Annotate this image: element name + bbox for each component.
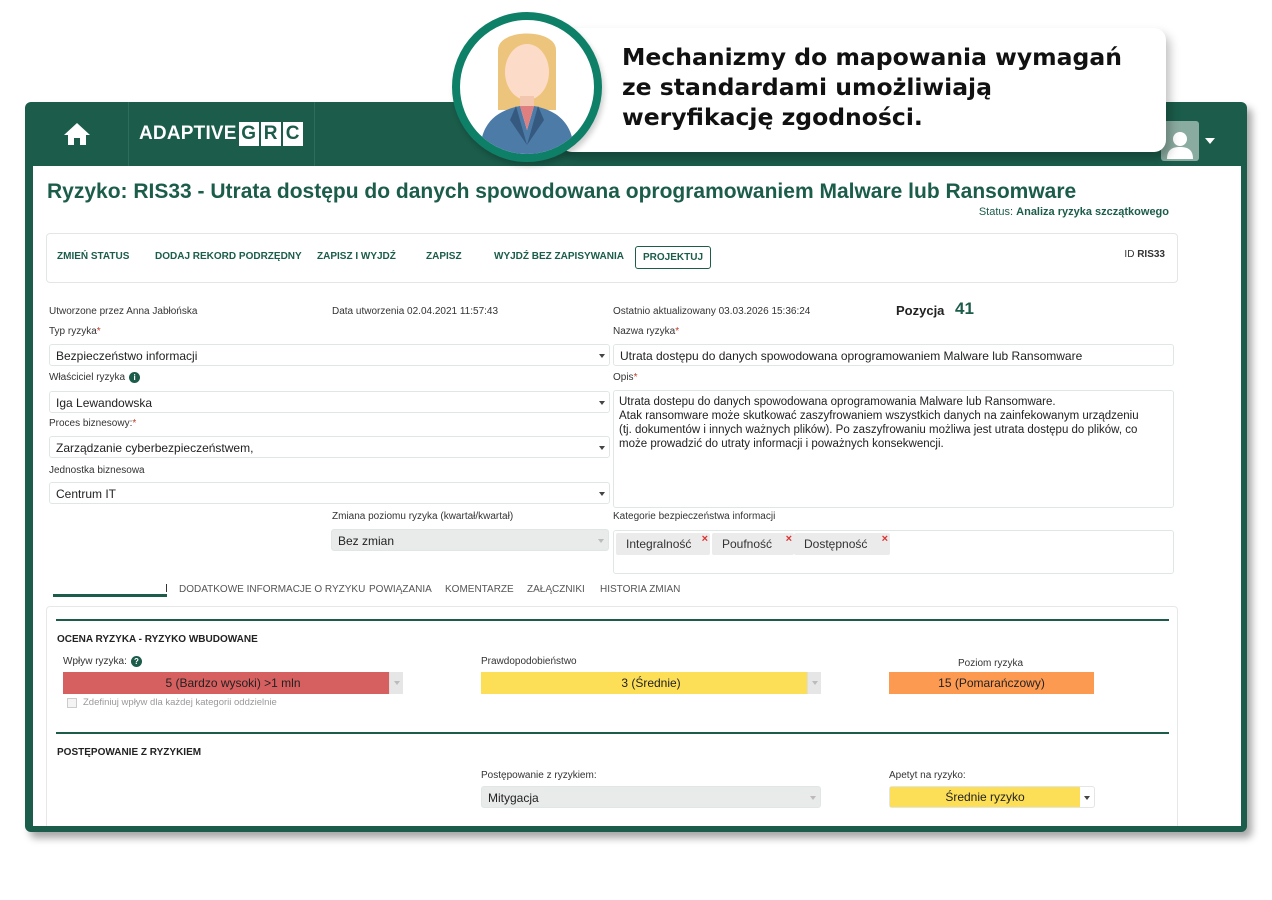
process-select[interactable] xyxy=(49,436,610,458)
description-label xyxy=(613,372,637,383)
record-id-label: ID xyxy=(1124,249,1135,260)
status-value: Analiza ryzyka szczątkowego xyxy=(1016,206,1169,218)
per-category-checkbox[interactable] xyxy=(67,698,77,708)
process-label-text: Proces biznesowy: xyxy=(49,418,133,429)
unit-label: Jednostka biznesowa xyxy=(49,465,145,476)
created-by: Utworzone przez Anna Jabłońska xyxy=(49,306,198,317)
impact-select[interactable] xyxy=(63,672,403,694)
tab-history[interactable]: HISTORIA ZMIAN xyxy=(600,584,681,595)
owner-label-text: Właściciel ryzyka xyxy=(49,372,126,383)
updated-date: Ostatnio aktualizowany 03.03.2026 15:36:24 xyxy=(613,306,811,317)
risk-type-select[interactable] xyxy=(49,344,610,366)
adaptive-grc-logo[interactable] xyxy=(129,102,315,166)
record-id xyxy=(1124,249,1165,260)
chevron-down-icon xyxy=(599,354,605,358)
impact-label xyxy=(63,656,142,667)
save-and-exit-button[interactable]: ZAPISZ I WYJDŹ xyxy=(317,251,396,262)
appetite-select[interactable] xyxy=(889,786,1095,808)
chevron-down-icon xyxy=(389,672,403,694)
appetite-value: Średnie ryzyko xyxy=(945,790,1025,804)
chevron-down-icon xyxy=(599,446,605,450)
name-label-text: Nazwa ryzyka xyxy=(613,326,676,337)
change-select[interactable] xyxy=(331,529,609,551)
add-child-record-button[interactable]: DODAJ REKORD PODRZĘDNY xyxy=(155,251,302,262)
assessment-title: OCENA RYZYKA - RYZYKO WBUDOWANE xyxy=(57,634,258,645)
impact-value: 5 (Bardzo wysoki) >1 mln xyxy=(165,676,301,690)
change-value: Bez zmian xyxy=(338,534,395,548)
chevron-down-icon xyxy=(599,401,605,405)
active-tab-indicator[interactable] xyxy=(53,594,167,597)
active-tab-marker xyxy=(166,584,167,592)
tag-poufnosc xyxy=(712,533,794,555)
risk-level-value-box xyxy=(889,672,1094,694)
required-marker: * xyxy=(132,418,137,429)
chevron-down-icon xyxy=(598,539,604,543)
save-button[interactable]: ZAPISZ xyxy=(426,251,462,262)
categories-tag-input[interactable] xyxy=(613,530,1174,574)
callout-bubble xyxy=(560,28,1166,152)
user-avatar-button[interactable] xyxy=(1161,121,1199,161)
name-label xyxy=(613,326,679,337)
tag-dostepnosc xyxy=(794,533,890,555)
chevron-down-icon xyxy=(810,796,816,800)
woman-avatar-icon xyxy=(452,12,602,162)
position-value: 41 xyxy=(955,299,974,318)
owner-select[interactable] xyxy=(49,391,610,413)
probability-value: 3 (Średnie) xyxy=(621,676,681,690)
remove-tag-icon[interactable]: × xyxy=(785,533,792,545)
chevron-down-icon xyxy=(1084,796,1090,800)
description-label-text: Opis xyxy=(613,372,634,383)
process-label xyxy=(49,418,136,429)
action-toolbar xyxy=(46,233,1178,283)
chevron-down-icon xyxy=(807,672,821,694)
owner-value: Iga Lewandowska xyxy=(56,396,153,410)
record-id-value: RIS33 xyxy=(1137,249,1165,260)
logo-letter-c: C xyxy=(283,122,303,146)
change-label: Zmiana poziomu ryzyka (kwartał/kwartał) xyxy=(332,511,514,522)
section-divider xyxy=(56,732,1169,734)
callout-text: Mechanizmy do mapowania wymagań ze standardami umożliwiają weryfikację zgodności. xyxy=(622,43,1122,131)
unit-value: Centrum IT xyxy=(56,487,117,501)
position-label: Pozycja xyxy=(896,303,945,318)
required-marker: * xyxy=(675,326,680,337)
remove-tag-icon[interactable]: × xyxy=(701,533,708,545)
required-marker: * xyxy=(633,372,638,383)
appetite-value-box xyxy=(890,787,1080,807)
logo-letter-r: R xyxy=(261,122,281,146)
exit-without-saving-button[interactable]: WYJDŹ BEZ ZAPISYWANIA xyxy=(494,251,625,262)
risk-level-label: Poziom ryzyka xyxy=(958,658,1024,669)
treatment-value: Mitygacja xyxy=(488,791,539,805)
tab-links[interactable]: POWIĄZANIA xyxy=(369,584,432,595)
name-input[interactable] xyxy=(613,344,1174,366)
risk-level-value: 15 (Pomarańczowy) xyxy=(938,676,1045,690)
page-title: Ryzyko: RIS33 - Utrata dostępu do danych spowodowana oprogramowaniem Malware lub Ransomware xyxy=(47,180,1077,203)
risk-type-value: Bezpieczeństwo informacji xyxy=(56,349,198,363)
created-date: Data utworzenia 02.04.2021 11:57:43 xyxy=(332,306,499,317)
home-icon xyxy=(63,122,91,146)
logo-letter-g: G xyxy=(239,122,259,146)
risk-form-page xyxy=(33,166,1241,826)
section-divider xyxy=(56,619,1169,621)
chevron-down-icon xyxy=(599,492,605,496)
per-category-checkbox-label: Zdefiniuj wpływ dla każdej kategorii oddzielnie xyxy=(83,697,277,708)
tag-label: Poufność xyxy=(722,537,773,551)
owner-label xyxy=(49,372,140,383)
help-icon[interactable]: ? xyxy=(131,656,142,667)
treatment-title: POSTĘPOWANIE Z RYZYKIEM xyxy=(57,747,202,758)
remove-tag-icon[interactable]: × xyxy=(881,533,888,545)
tab-comments[interactable]: KOMENTARZE xyxy=(445,584,514,595)
woman-avatar-illustration xyxy=(460,20,594,154)
categories-label: Kategorie bezpieczeństwa informacji xyxy=(613,511,776,522)
status-line xyxy=(979,206,1169,218)
required-marker: * xyxy=(96,326,101,337)
tag-integralnosc xyxy=(616,533,710,555)
probability-select[interactable] xyxy=(481,672,821,694)
tag-label: Dostępność xyxy=(804,537,868,551)
status-label: Status: xyxy=(978,206,1014,218)
treatment-label: Postępowanie z ryzykiem: xyxy=(481,770,597,781)
risk-type-label-text: Typ ryzyka xyxy=(49,326,97,337)
name-value: Utrata dostępu do danych spowodowana oprogramowaniem Malware lub Ransomware xyxy=(620,349,1083,363)
logo-text: ADAPTIVE xyxy=(139,123,237,144)
tab-additional-info[interactable]: DODATKOWE INFORMACJE O RYZYKU xyxy=(179,584,366,595)
risk-type-label xyxy=(49,326,101,337)
impact-label-text: Wpływ ryzyka: xyxy=(63,656,127,667)
info-icon[interactable]: i xyxy=(129,372,140,383)
tag-label: Integralność xyxy=(626,537,692,551)
appetite-label: Apetyt na ryzyko: xyxy=(889,770,966,781)
unit-select[interactable] xyxy=(49,482,610,504)
treatment-select[interactable] xyxy=(481,786,821,808)
change-status-button[interactable]: ZMIEŃ STATUS xyxy=(57,251,130,262)
probability-label: Prawdopodobieństwo xyxy=(481,656,577,667)
user-avatar-icon xyxy=(1165,129,1195,161)
description-textarea[interactable]: Utrata dostepu do danych spowodowana oprogramowania Malware lub Ransomware. Atak ransomware może skutkować zaszyfrowaniem wszystkich danych na zainfekowanym urządzeniu (tj. dokumentów i innych ważnych plików). Po zaszyfrowaniu możliwa jest utrata dostępu do plików, co może prowadzić do utraty informacji i poważnych konsekwencji. xyxy=(613,390,1174,508)
assessment-panel xyxy=(46,606,1178,826)
caret-down-icon[interactable] xyxy=(1205,138,1215,144)
tab-attachments[interactable]: ZAŁĄCZNIKI xyxy=(527,584,585,595)
process-value: Zarządzanie cyberbezpieczeństwem, xyxy=(56,441,254,455)
app-window xyxy=(25,102,1247,832)
design-button[interactable]: PROJEKTUJ xyxy=(635,246,711,269)
home-button[interactable] xyxy=(25,102,129,166)
